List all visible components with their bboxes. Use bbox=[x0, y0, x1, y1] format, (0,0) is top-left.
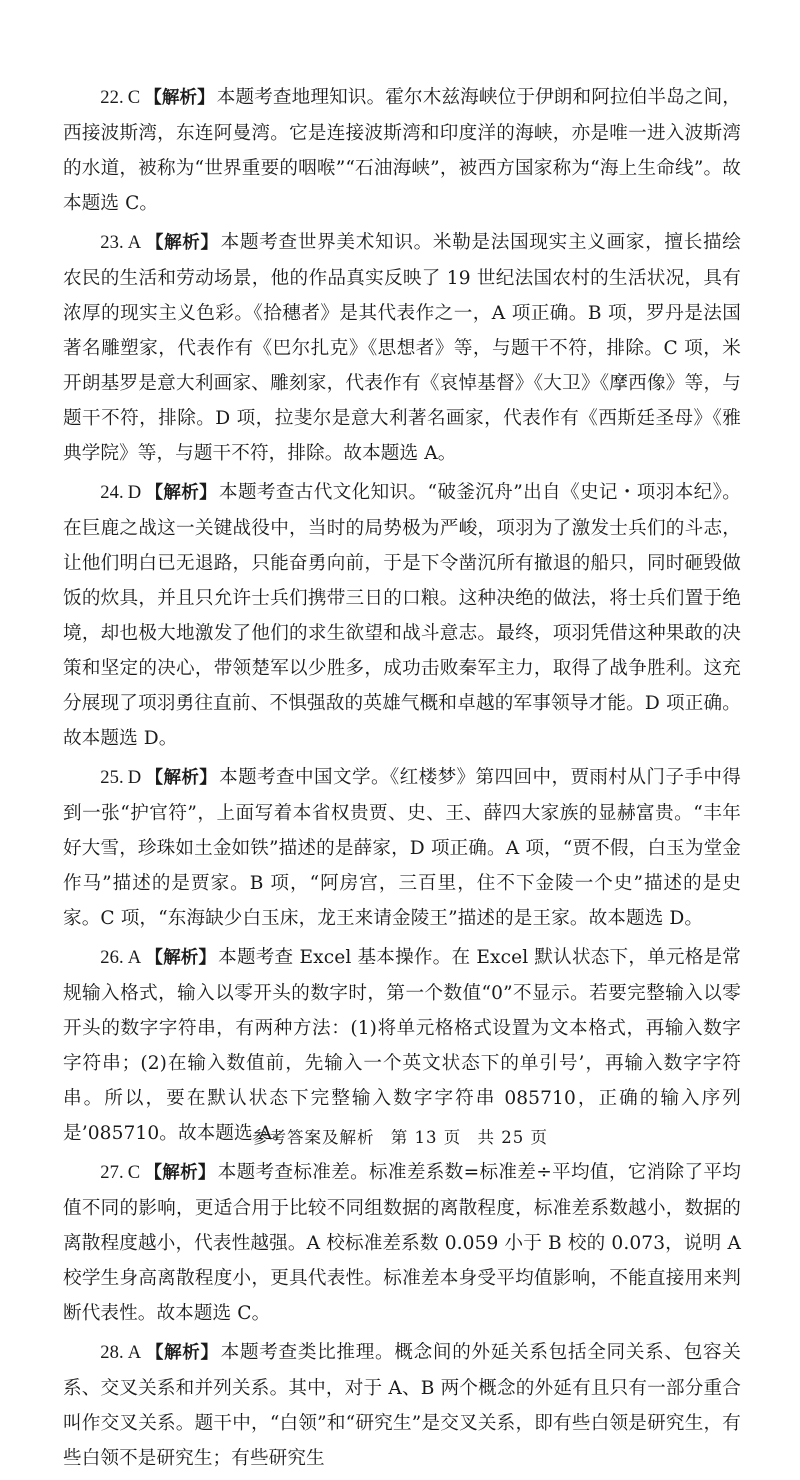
answer-letter: A bbox=[127, 232, 142, 253]
analysis-tag: 【解析】 bbox=[145, 768, 218, 788]
question-number: 28. bbox=[100, 1342, 124, 1363]
answer-letter: D bbox=[127, 767, 142, 788]
question-27-explanation bbox=[63, 1155, 741, 1331]
question-22-explanation bbox=[63, 80, 741, 221]
answer-letter: D bbox=[127, 482, 142, 503]
question-number: 27. bbox=[100, 1162, 124, 1183]
page-footer bbox=[0, 1124, 800, 1148]
analysis-tag: 【解析】 bbox=[144, 1163, 216, 1183]
analysis-tag: 【解析】 bbox=[145, 1343, 219, 1363]
question-number: 24. bbox=[100, 482, 124, 503]
question-number: 25. bbox=[100, 767, 124, 788]
explanation-text: 本题考查类比推理。概念间的外延关系包括全同关系、包容关系、交叉关系和并列关系。其中，对于 A、B 两个概念的外延有且只有一部分重合叫作交叉关系。题干中，“白领”和“研究生”是交叉关系，即有些白领是研究生，有些白领不是研究生；有些研究生 bbox=[63, 1342, 741, 1469]
page-number-total: 共 25 页 bbox=[477, 1128, 548, 1147]
explanation-text: 本题考查地理知识。霍尔木兹海峡位于伊朗和阿拉伯半岛之间，西接波斯湾，东连阿曼湾。它是连接波斯湾和印度洋的海峡，亦是唯一进入波斯湾的水道，被称为“世界重要的咽喉”“石油海峡”，被西方国家称为“海上生命线”。故本题选 C。 bbox=[63, 87, 741, 214]
question-23-explanation bbox=[63, 225, 741, 471]
explanation-text: 本题考查古代文化知识。“破釜沉舟”出自《史记・项羽本纪》。在巨鹿之战这一关键战役中，当时的局势极为严峻，项羽为了激发士兵们的斗志，让他们明白已无退路，只能奋勇向前，于是下令凿沉所有撤退的船只，同时砸毁做饭的炊具，并且只允许士兵们携带三日的口粮。这种决绝的做法，将士兵们置于绝境，却也极大地激发了他们的求生欲望和战斗意志。最终，项羽凭借这种果敢的决策和坚定的决心，带领楚军以少胜多，成功击败秦军主力，取得了战争胜利。这充分展现了项羽勇往直前、不惧强敌的英雄气概和卓越的军事领导才能。D 项正确。故本题选 D。 bbox=[63, 482, 741, 749]
answer-letter: C bbox=[127, 1162, 141, 1183]
analysis-tag: 【解析】 bbox=[145, 948, 217, 968]
question-28-explanation bbox=[63, 1335, 741, 1476]
answer-letter: A bbox=[127, 947, 142, 968]
explanation-text: 本题考查标准差。标准差系数=标准差÷平均值，它消除了平均值不同的影响，更适合用于比较不同组数据的离散程度，标准差系数越小，数据的离散程度越小，代表性越强。A 校标准差系数 0.059 小于 B 校的 0.073，说明 A 校学生身高离散程度小，更具代表性。标准差本身受平均值影响，不能直接用来判断代表性。故本题选 C。 bbox=[63, 1162, 741, 1324]
analysis-tag: 【解析】 bbox=[144, 88, 215, 108]
analysis-tag: 【解析】 bbox=[145, 233, 219, 253]
explanation-text: 本题考查世界美术知识。米勒是法国现实主义画家，擅长描绘农民的生活和劳动场景，他的作品真实反映了 19 世纪法国农村的生活状况，具有浓厚的现实主义色彩。《拾穗者》是其代表作之一，A 项正确。B 项，罗丹是法国著名雕塑家，代表作有《巴尔扎克》《思想者》等，与题干不符，排除。C 项，米开朗基罗是意大利画家、雕刻家，代表作有《哀悼基督》《大卫》《摩西像》等，与题干不符，排除。D 项，拉斐尔是意大利著名画家，代表作有《西斯廷圣母》《雅典学院》等，与题干不符，排除。故本题选 A。 bbox=[63, 232, 741, 464]
explanation-text: 本题考查 Excel 基本操作。在 Excel 默认状态下，单元格是常规输入格式，输入以零开头的数字时，第一个数值“0”不显示。若要完整输入以零开头的数字字符串，有两种方法：(1)将单元格格式设置为文本格式，再输入数字字符串；(2)在输入数值前，先输入一个英文状态下的单引号’，再输入数字字符串。所以，要在默认状态下完整输入数字字符串 085710，正确的输入序列是’085710。故本题选 A。 bbox=[63, 947, 741, 1144]
question-25-explanation bbox=[63, 760, 741, 936]
answer-letter: C bbox=[127, 87, 141, 108]
question-number: 26. bbox=[100, 947, 124, 968]
answer-letter: A bbox=[127, 1342, 142, 1363]
analysis-tag: 【解析】 bbox=[145, 483, 217, 503]
question-26-explanation bbox=[63, 940, 741, 1151]
question-number: 23. bbox=[100, 232, 124, 253]
footer-title: 参考答案及解析 bbox=[252, 1128, 375, 1147]
question-24-explanation bbox=[63, 475, 741, 756]
question-number: 22. bbox=[100, 87, 124, 108]
answer-explanations bbox=[63, 80, 741, 1480]
page-number-current: 第 13 页 bbox=[390, 1128, 462, 1147]
explanation-text: 本题考查中国文学。《红楼梦》第四回中，贾雨村从门子手中得到一张“护官符”，上面写着本省权贵贾、史、王、薛四大家族的显赫富贵。“丰年好大雪，珍珠如土金如铁”描述的是薛家，D 项正确。A 项，“贾不假，白玉为堂金作马”描述的是贾家。B 项，“阿房宫，三百里，住不下金陵一个史”描述的是史家。C 项，“东海缺少白玉床，龙王来请金陵王”描述的是王家。故本题选 D。 bbox=[63, 767, 741, 929]
